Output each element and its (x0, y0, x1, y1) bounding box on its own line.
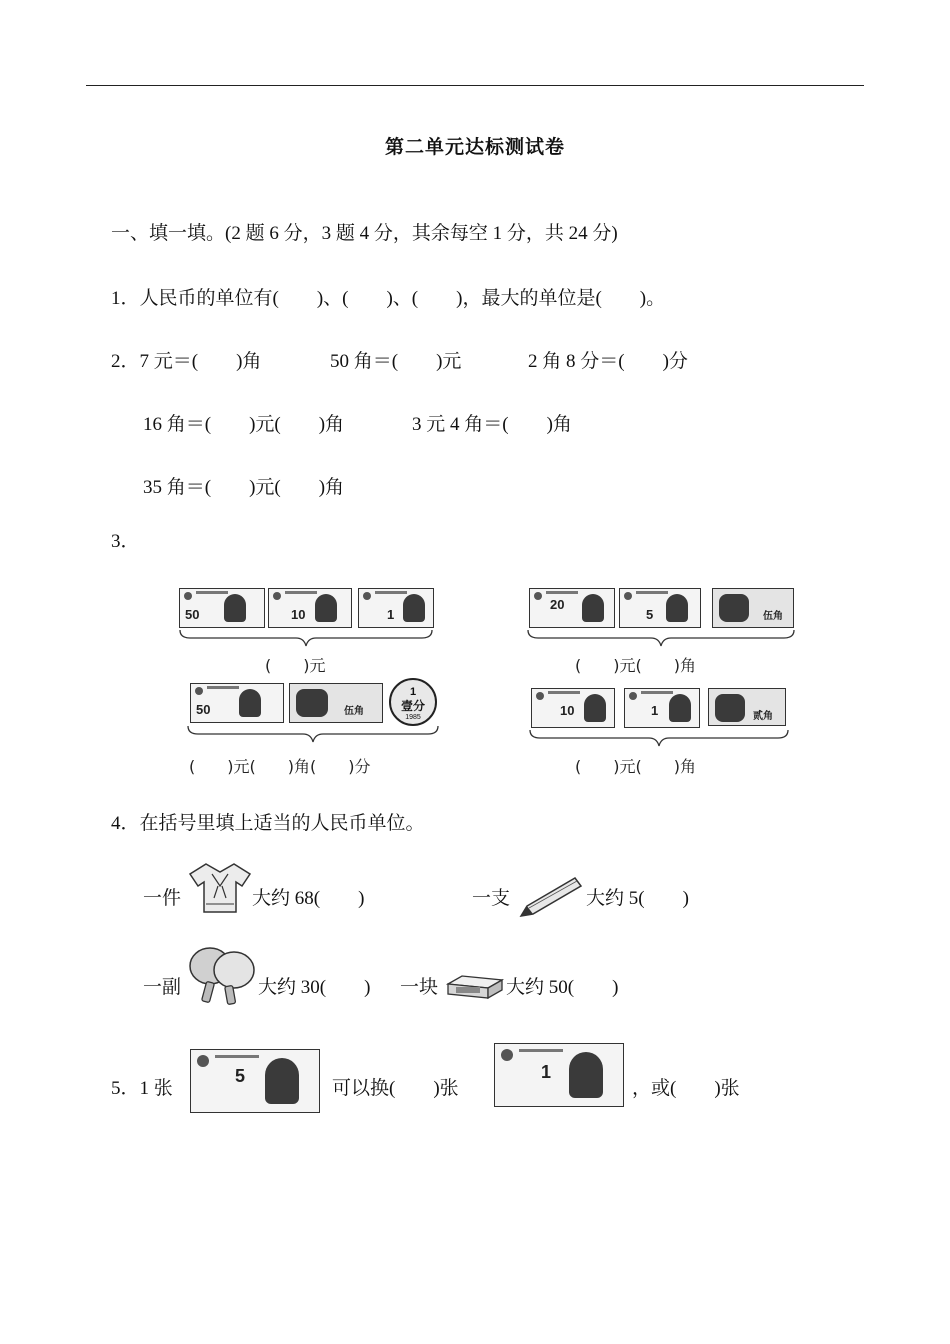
question-4-heading: 4．在括号里填上适当的人民币单位。 (111, 813, 425, 834)
banknote-1-yuan-b: 1 (624, 688, 700, 728)
coin-1-fen: 1 壹分 1985 (389, 678, 437, 726)
question-3-label: 3． (111, 531, 140, 552)
q4-item3-post: 大约 30( ) (258, 977, 371, 998)
pencil-icon (515, 874, 585, 920)
brace-group-1 (178, 628, 434, 650)
q4-item4-pre: 一块 (400, 977, 439, 998)
banknote-50-yuan-b: 50 (190, 683, 284, 723)
caption-group-2: ( )元( )角 (575, 656, 696, 675)
q4-item3-pre: 一副 (143, 977, 182, 998)
q5-post: ，或( )张 (632, 1078, 740, 1099)
question-2-line3: 35 角＝( )元( )角 (143, 477, 345, 498)
page-title: 第二单元达标测试卷 (384, 136, 565, 158)
question-1: 1．人民币的单位有( )、( )、( )，最大的单位是( )。 (111, 288, 666, 309)
q4-item1-post: 大约 68( ) (252, 888, 365, 909)
banknote-1-yuan: 1 (358, 588, 434, 628)
q4-item2-pre: 一支 (472, 888, 511, 909)
brace-group-2 (526, 628, 796, 650)
question-2-line2-b: 3 元 4 角＝( )角 (412, 414, 572, 435)
section-heading: 一、填一填。(2 题 6 分，3 题 4 分，其余每空 1 分，共 24 分) (111, 223, 618, 244)
banknote-20-yuan: 20 (529, 588, 615, 628)
banknote-1-yuan-large: 1 (494, 1043, 624, 1107)
banknote-5-yuan-large: 5 (190, 1049, 320, 1113)
banknote-5-jiao-b: 伍角 (289, 683, 383, 723)
question-2-line1-c: 2 角 8 分＝( )分 (528, 351, 688, 372)
brace-group-3 (186, 724, 440, 746)
caption-group-4: ( )元( )角 (575, 757, 696, 776)
question-2-line1-b: 50 角＝( )元 (330, 351, 462, 372)
banknote-10-yuan-b: 10 (531, 688, 615, 728)
question-2-line2-a: 16 角＝( )元( )角 (143, 414, 345, 435)
banknote-5-jiao: 伍角 (712, 588, 794, 628)
caption-group-3: ( )元( )角( )分 (189, 757, 371, 776)
q4-item1-pre: 一件 (143, 888, 182, 909)
banknote-2-jiao: 贰角 (708, 688, 786, 726)
q5-mid: 可以换( )张 (332, 1078, 459, 1099)
q4-item4-post: 大约 50( ) (506, 977, 619, 998)
shirt-icon (188, 860, 252, 916)
q4-item2-post: 大约 5( ) (586, 888, 689, 909)
question-2-line1-a: 2．7 元＝( )角 (111, 351, 262, 372)
banknote-5-yuan: 5 (619, 588, 701, 628)
caption-group-1: ( )元 (265, 656, 326, 675)
ping-pong-paddles-icon (186, 944, 258, 1008)
banknote-10-yuan: 10 (268, 588, 352, 628)
eraser-icon (444, 972, 506, 1002)
q5-pre: 5．1 张 (111, 1078, 173, 1099)
banknote-50-yuan: 50 (179, 588, 265, 628)
brace-group-4 (528, 728, 790, 750)
top-rule (86, 85, 864, 86)
